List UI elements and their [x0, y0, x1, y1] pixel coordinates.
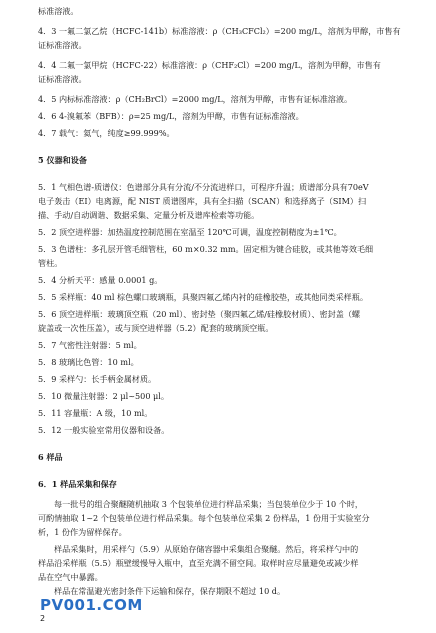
text-line: 4．5 内标标准溶液：ρ（CH₂BrCl）=2000 mg/L，溶剂为甲醇，市售有证标准溶液。	[38, 94, 353, 104]
text-line: 旋盖或一次性压盖），或与顶空进样器（5.2）配套的玻璃顶空瓶。	[38, 323, 274, 333]
text-line: 5．10 微量注射器：2 μl~500 μl。	[38, 391, 169, 401]
section-heading: 6 样品	[38, 452, 63, 462]
text-line: 5．11 容量瓶：A 级，10 ml。	[38, 408, 153, 418]
text-line: 样品在常温避光密封条件下运输和保存，保存期限不超过 10 d。	[54, 586, 286, 596]
text-line: 4．3 一氟二氯乙烷（HCFC-141b）标准溶液：ρ（CH₃CFCl₂）=200 mg/L，溶剂为甲醇，市售有	[38, 26, 401, 36]
text-line: 析，1 份作为留样保存。	[38, 527, 127, 537]
text-line: 5．9 采样勺：长手柄金属材质。	[38, 374, 157, 384]
text-line: 5．7 气密性注射器：5 ml。	[38, 340, 142, 350]
subsection-heading: 6．1 样品采集和保存	[38, 479, 117, 489]
text-line: 证标准溶液。	[38, 74, 87, 84]
text-line: 5．1 气相色谱-质谱仪：色谱部分具有分流/不分流进样口，可程序升温；质谱部分具有70eV	[38, 182, 369, 192]
text-line: 描、手动/自动调谐、数据采集、定量分析及谱库检索等功能。	[38, 210, 260, 220]
text-line: 样品沿采样瓶（5.5）瓶壁缓慢导入瓶中，直至充满不留空间。取样时应尽量避免或减少样	[38, 558, 359, 568]
text-line: 4．4 二氟一氯甲烷（HCFC-22）标准溶液：ρ（CHF₂Cl）=200 mg/L，溶剂为甲醇，市售有	[38, 60, 381, 70]
text-line: 4．7 载气：氦气，纯度≥99.999%。	[38, 128, 175, 138]
text-line: 证标准溶液。	[38, 40, 87, 50]
text-line: 可酌情抽取 1~2 个包装单位进行样品采集。每个包装单位采集 2 份样品，1 份用于实验室分	[38, 513, 370, 523]
text-line: 5．4 分析天平：感量 0.0001 g。	[38, 275, 163, 285]
text-line: 电子轰击（EI）电离源，配 NIST 质谱图库，具有全扫描（SCAN）和选择离子（SIM）扫	[38, 196, 367, 206]
text-line: 5．8 玻璃比色管：10 ml。	[38, 357, 139, 367]
watermark: PV001.COM	[40, 596, 143, 614]
text-line: 样品采集时，用采样勺（5.9）从原始存储容器中采集组合聚醚。然后，将采样勺中的	[54, 544, 359, 554]
text-line: 4．6 4-溴氟苯（BFB）：ρ=25 mg/L，溶剂为甲醇，市售有证标准溶液。	[38, 111, 304, 121]
text-line: 管柱。	[38, 258, 63, 268]
text-line: 品在空气中暴露。	[38, 572, 103, 582]
text-line: 5．12 一般实验室常用仪器和设备。	[38, 425, 170, 435]
text-line: 5．2 顶空进样器：加热温度控制范围在室温至 120℃可调，温度控制精度为±1℃。	[38, 227, 342, 237]
text-line: 5．6 顶空进样瓶：玻璃顶空瓶（20 ml）、密封垫（聚四氟乙烯/硅橡胶材质）、密封盖（螺	[38, 309, 361, 319]
text-line: 5．5 采样瓶：40 ml 棕色螺口玻璃瓶，具聚四氟乙烯内衬的硅橡胶垫，或其他同类采样瓶。	[38, 292, 368, 302]
section-heading: 5 仪器和设备	[38, 155, 87, 165]
text-line: 标准溶液。	[38, 6, 79, 16]
text-line: 每一批号的组合聚醚随机抽取 3 个包装单位进行样品采集；当包装单位少于 10 个时，	[54, 499, 364, 509]
page-number: 2	[40, 614, 46, 623]
text-line: 5．3 色谱柱：多孔层开管毛细管柱，60 m×0.32 mm。固定相为键合硅胶，或其他等效毛细	[38, 244, 374, 254]
